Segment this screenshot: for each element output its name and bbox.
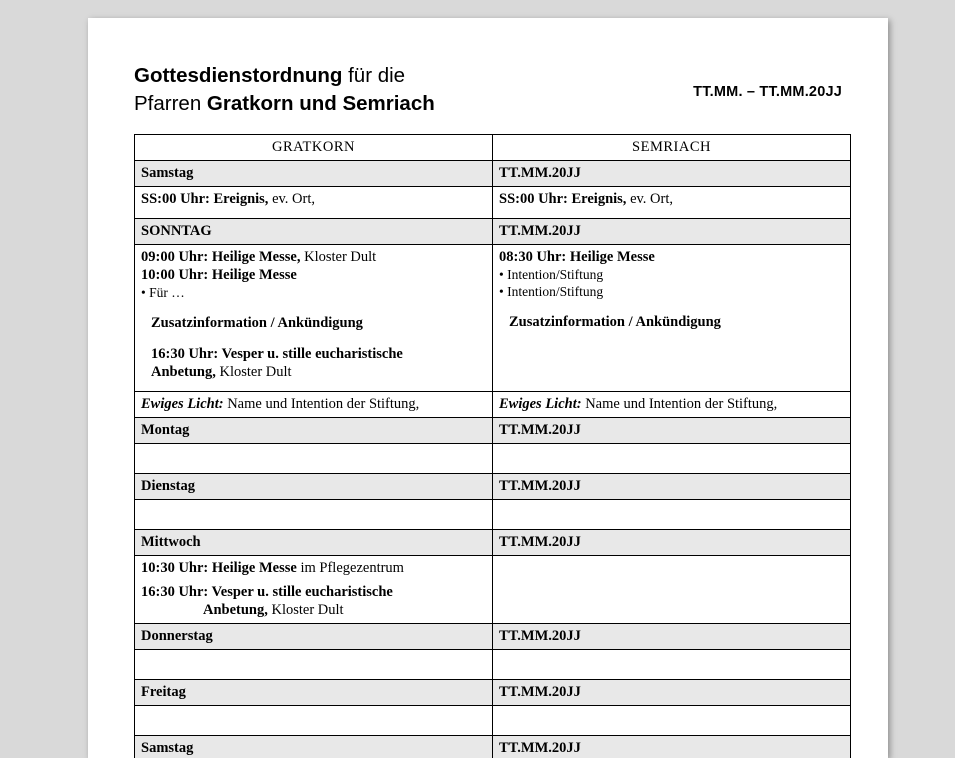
sonntag-right-bullet-1: • Intention/Stiftung bbox=[499, 266, 844, 283]
content-cell-mittwoch-semriach bbox=[493, 556, 851, 624]
sonntag-left-time-1: 09:00 Uhr: Heilige Messe, bbox=[141, 249, 300, 265]
content-cell-donnerstag-gratkorn bbox=[135, 650, 493, 680]
day-date-sonntag: TT.MM.20JJ bbox=[493, 219, 851, 245]
day-row-montag bbox=[135, 418, 851, 444]
day-label-freitag: Freitag bbox=[135, 680, 493, 706]
day-row-mittwoch bbox=[135, 530, 851, 556]
sonntag-left-vesper-line-2: Anbetung, bbox=[151, 364, 216, 380]
event-time-left-samstag1: SS:00 Uhr: Ereignis, bbox=[141, 191, 268, 207]
day-row-samstag-2 bbox=[135, 736, 851, 758]
day-label-montag: Montag bbox=[135, 418, 493, 444]
document-header bbox=[134, 62, 852, 124]
content-cell-samstag-1-semriach bbox=[493, 187, 851, 219]
document-page bbox=[88, 18, 888, 758]
event-time-right-samstag1: SS:00 Uhr: Ereignis, bbox=[499, 191, 626, 207]
schedule-table bbox=[134, 134, 851, 758]
content-cell-samstag-1-gratkorn bbox=[135, 187, 493, 219]
day-row-freitag bbox=[135, 680, 851, 706]
event-detail-right-samstag1: ev. Ort, bbox=[626, 191, 673, 207]
ewiges-licht-label-right: Ewiges Licht: bbox=[499, 396, 582, 412]
ewiges-licht-gratkorn bbox=[135, 392, 493, 418]
day-date-mittwoch: TT.MM.20JJ bbox=[493, 530, 851, 556]
sonntag-left-vesper-place: Kloster Dult bbox=[216, 364, 292, 380]
day-date-samstag-2: TT.MM.20JJ bbox=[493, 736, 851, 758]
day-label-sonntag: SONNTAG bbox=[135, 219, 493, 245]
sonntag-right-bullet-2: • Intention/Stiftung bbox=[499, 283, 844, 300]
content-cell-donnerstag-semriach bbox=[493, 650, 851, 680]
day-row-samstag-1 bbox=[135, 161, 851, 187]
sonntag-right-zusatz: Zusatzinformation / Ankündigung bbox=[509, 313, 844, 331]
day-row-sonntag bbox=[135, 219, 851, 245]
day-date-donnerstag: TT.MM.20JJ bbox=[493, 624, 851, 650]
mittwoch-left-line-3: Anbetung, bbox=[203, 602, 268, 618]
content-cell-sonntag-gratkorn bbox=[135, 245, 493, 392]
content-row-sonntag bbox=[135, 245, 851, 392]
page-title bbox=[134, 62, 574, 118]
day-row-donnerstag bbox=[135, 624, 851, 650]
content-cell-montag-semriach bbox=[493, 444, 851, 474]
mittwoch-left-time-2: 16:30 Uhr: Vesper u. stille eucharistische bbox=[141, 584, 393, 600]
content-cell-montag-gratkorn bbox=[135, 444, 493, 474]
content-row-freitag bbox=[135, 706, 851, 736]
content-cell-freitag-semriach bbox=[493, 706, 851, 736]
day-label-donnerstag: Donnerstag bbox=[135, 624, 493, 650]
day-label-dienstag: Dienstag bbox=[135, 474, 493, 500]
mittwoch-left-place-2: Kloster Dult bbox=[268, 602, 344, 618]
column-header-semriach: SEMRIACH bbox=[493, 135, 851, 161]
sonntag-left-vesper-line-1: 16:30 Uhr: Vesper u. stille eucharistische bbox=[151, 345, 486, 363]
content-row-mittwoch bbox=[135, 556, 851, 624]
day-label-samstag-1: Samstag bbox=[135, 161, 493, 187]
mittwoch-left-place-1: im Pflegezentrum bbox=[297, 560, 404, 576]
title-fuer-die: für die bbox=[342, 64, 405, 87]
content-row-donnerstag bbox=[135, 650, 851, 680]
content-row-montag bbox=[135, 444, 851, 474]
content-cell-sonntag-semriach bbox=[493, 245, 851, 392]
day-date-samstag-1: TT.MM.20JJ bbox=[493, 161, 851, 187]
column-header-gratkorn: GRATKORN bbox=[135, 135, 493, 161]
ewiges-licht-semriach bbox=[493, 392, 851, 418]
day-date-montag: TT.MM.20JJ bbox=[493, 418, 851, 444]
content-cell-dienstag-gratkorn bbox=[135, 500, 493, 530]
mittwoch-left-time-1: 10:30 Uhr: Heilige Messe bbox=[141, 560, 297, 576]
sonntag-left-place-1: Kloster Dult bbox=[300, 249, 376, 265]
sonntag-left-bullet-1: • Für … bbox=[141, 284, 486, 301]
table-header-row bbox=[135, 135, 851, 161]
ewiges-licht-text-left: Name und Intention der Stiftung, bbox=[224, 396, 420, 412]
day-date-freitag: TT.MM.20JJ bbox=[493, 680, 851, 706]
content-cell-dienstag-semriach bbox=[493, 500, 851, 530]
day-label-mittwoch: Mittwoch bbox=[135, 530, 493, 556]
day-date-dienstag: TT.MM.20JJ bbox=[493, 474, 851, 500]
day-row-dienstag bbox=[135, 474, 851, 500]
sonntag-right-time-1: 08:30 Uhr: Heilige Messe bbox=[499, 249, 655, 265]
content-cell-freitag-gratkorn bbox=[135, 706, 493, 736]
title-pfarren: Pfarren bbox=[134, 92, 207, 115]
document-body bbox=[134, 62, 852, 758]
event-detail-left-samstag1: ev. Ort, bbox=[268, 191, 315, 207]
content-cell-mittwoch-gratkorn bbox=[135, 556, 493, 624]
row-ewiges-licht bbox=[135, 392, 851, 418]
sonntag-left-time-2: 10:00 Uhr: Heilige Messe bbox=[141, 267, 297, 283]
content-row-samstag-1 bbox=[135, 187, 851, 219]
ewiges-licht-text-right: Name und Intention der Stiftung, bbox=[582, 396, 778, 412]
ewiges-licht-label-left: Ewiges Licht: bbox=[141, 396, 224, 412]
title-word-gottesdienstordnung: Gottesdienstordnung bbox=[134, 64, 342, 87]
content-row-dienstag bbox=[135, 500, 851, 530]
title-parishes: Gratkorn und Semriach bbox=[207, 92, 435, 115]
date-range: TT.MM. – TT.MM.20JJ bbox=[693, 84, 842, 100]
day-label-samstag-2: Samstag bbox=[135, 736, 493, 758]
sonntag-left-zusatz: Zusatzinformation / Ankündigung bbox=[151, 314, 486, 332]
